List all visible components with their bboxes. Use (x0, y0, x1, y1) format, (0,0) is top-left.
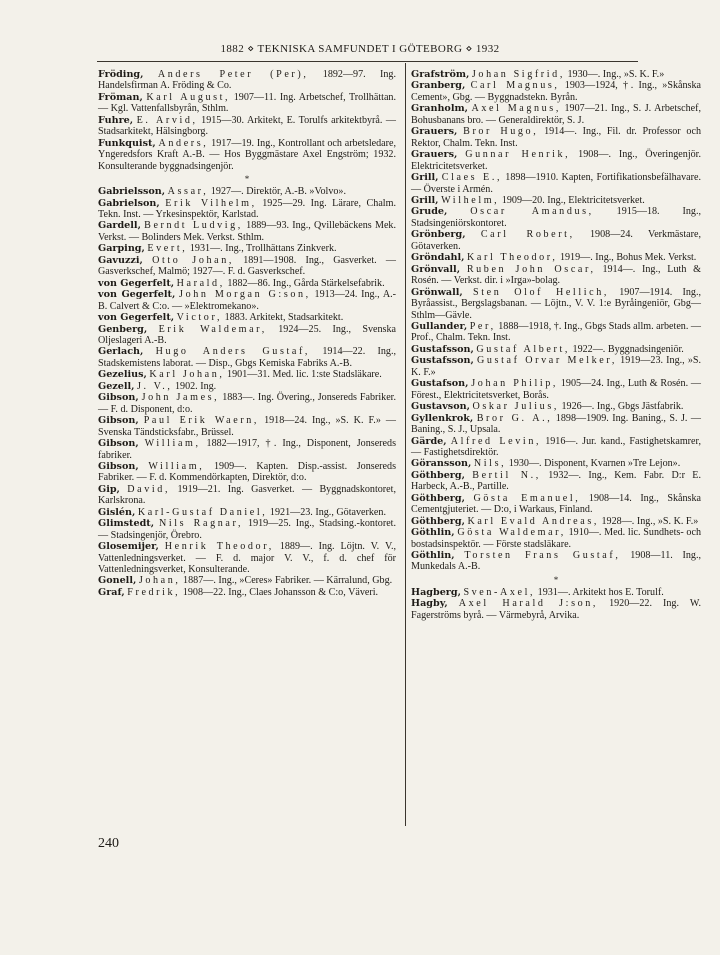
member-given-names: Berndt Ludvig, (144, 220, 243, 232)
member-surname: Genberg, (98, 323, 148, 335)
member-details: 1930—. Disponent, Kvarnen »Tre Lejon». (506, 458, 681, 470)
member-surname: Grafström, (411, 69, 470, 80)
member-given-names: Nils Ragnar, (158, 518, 244, 530)
member-details: 1891—1908. Ing., Gasverket. — Gasverkschef, Malmö; 1927—. F. d. Gasverkschef. (98, 254, 396, 278)
member-entry (98, 507, 396, 518)
member-entry (411, 598, 701, 621)
member-details: 1892—97. Ing. Handelsfirman A. Fröding & Co. (98, 69, 396, 92)
member-surname: Grönwall, (411, 286, 463, 298)
member-surname: Gullander, (411, 320, 468, 332)
member-entry (98, 415, 396, 438)
member-entry (411, 149, 701, 172)
member-surname: Gustafsson, (411, 355, 474, 367)
member-given-names: Harald, (176, 277, 225, 289)
member-given-names: Axel Harald J:son, (458, 598, 599, 610)
member-given-names: Erik Vilhelm, (165, 197, 257, 209)
member-given-names: Hugo Anders Gustaf, (155, 346, 311, 358)
member-entry (98, 115, 396, 138)
member-entry (98, 255, 396, 278)
member-given-names: Victor, (176, 312, 223, 324)
member-surname: Fuhre, (98, 114, 134, 126)
member-given-names: Nils, (473, 458, 507, 470)
member-given-names: Bertil N., (472, 469, 541, 481)
member-surname: Hagby, (411, 598, 448, 610)
member-surname: Gip, (98, 483, 120, 495)
header-rule (97, 61, 638, 62)
member-surname: Fröding, (98, 69, 144, 80)
member-surname: Göthberg, (411, 492, 465, 504)
member-given-names: J. V., (137, 380, 173, 392)
member-surname: Grauers, (411, 126, 458, 138)
member-details: 1914—. Ing., Fil. dr. Professor och Rektor, Chalm. Tekn. Inst. (411, 126, 701, 149)
member-given-names: Axel Magnus, (471, 103, 561, 115)
member-surname: Grauers, (411, 149, 458, 161)
member-given-names: Oscar Amandus, (470, 206, 594, 218)
member-details: 1908—14. Ing., Skånska Cementgjuteriet. — D:o, i Warkaus, Finland. (411, 492, 702, 516)
member-given-names: Sten Olof Hellich, (473, 286, 609, 298)
member-surname: Grönberg, (411, 229, 466, 241)
member-details: 1909—. Kapten. Disp.-assist. Jonsereds Fabriker. — F. d. Kommendörkapten, Direktör, d:o. (98, 460, 396, 484)
member-surname: Gustafson, (411, 378, 469, 390)
left-column (98, 69, 396, 598)
member-surname: Gabrielson, (98, 197, 160, 209)
member-details: 1889—. Ing. Löjtn. V. V., Vattenledningsverket. — F. d. major V. V., f. d. chef för Vattenledningsverket, Konsulterande. (98, 541, 396, 576)
member-entry (411, 516, 701, 527)
member-entry (98, 541, 396, 575)
member-surname: von Gegerfelt, (98, 289, 176, 301)
member-entry (98, 289, 396, 312)
member-surname: Gröndahl, (411, 252, 465, 264)
right-column (411, 69, 701, 621)
member-surname: Granberg, (411, 80, 466, 92)
member-surname: Göthberg, (411, 469, 465, 481)
member-given-names: Carl Robert, (480, 229, 575, 241)
member-entry (411, 103, 701, 126)
member-surname: Gibson, (98, 460, 139, 472)
member-surname: von Gegerfelt, (98, 312, 175, 324)
member-surname: Grönvall, (411, 263, 461, 275)
member-given-names: Henrik Theodor, (164, 541, 274, 553)
member-details: 1919—. Ing., Bohus Mek. Verkst. (557, 252, 697, 264)
member-details: 1883. Arkitekt, Stadsarkitekt. (222, 312, 344, 324)
member-given-names: Karl Theodor, (467, 252, 558, 264)
member-details: 1908—24. Verkmästare, Götaverken. (411, 229, 701, 252)
member-entry (98, 198, 396, 221)
member-given-names: Per, (469, 320, 496, 332)
member-surname: Göthlin, (411, 550, 455, 562)
member-details: 1931—. Ing., Trollhättans Zinkverk. (187, 243, 337, 255)
member-details: 1903—1924, †. Ing., »Skånska Cement», Gbg. — Byggnadstekn. Byrån. (411, 80, 702, 103)
member-entry (98, 243, 396, 254)
member-surname: Gibson, (98, 415, 139, 427)
member-entry (98, 461, 396, 484)
member-details: 1922—. Byggnadsingeniör. (570, 343, 684, 355)
member-details: 1932—. Ing., Kem. Fabr. D:r E. Harbeck, A.-B., Partille. (411, 469, 701, 493)
member-details: 1902. Ing. (172, 380, 217, 392)
member-given-names: Gunnar Henrik, (465, 149, 571, 161)
section-separator: * (244, 174, 250, 185)
member-entry (98, 392, 396, 415)
member-details: 1915—18. Ing., Stadsingeniörskontoret. (411, 206, 701, 229)
member-entry (98, 278, 396, 289)
member-given-names: Wilhelm, (441, 194, 500, 206)
member-given-names: William, (144, 438, 201, 450)
member-entry (98, 369, 396, 380)
member-given-names: Gustaf Orvar Melker, (477, 355, 618, 367)
member-surname: Granholm, (411, 103, 468, 115)
member-given-names: Torsten Frans Gustaf, (464, 550, 621, 562)
member-entry (98, 381, 396, 392)
member-details: 1905—24. Ing., Luth & Rosén. — Förest., Elektricitetsverket, Borås. (411, 378, 701, 401)
member-entry (411, 287, 701, 321)
member-details: 1917—19. Ing., Kontrollant och arbetsledare, Yngeredsfors Kraft A.-B. — Hos Byggmästare Axel Engström; 1932. Konsulterande byggnadsingenjör. (98, 137, 396, 172)
member-details: 1901—31. Med. lic. 1:ste Stadsläkare. (224, 369, 382, 381)
member-given-names: David, (127, 483, 171, 495)
member-given-names: Karl-Gustaf Daniel, (137, 506, 268, 518)
member-given-names: Anders, (158, 137, 209, 149)
member-surname: Gustafsson, (411, 343, 474, 355)
member-details: 1908—22. Ing., Claes Johansson & C:o, Väveri. (180, 586, 379, 598)
member-details: 1930—. Ing., »S. K. F.» (564, 69, 665, 80)
member-details: 1908—. Ing., Överingenjör. Elektricitetsverket. (411, 149, 701, 172)
member-given-names: Karl Johan, (149, 369, 225, 381)
member-surname: Gavuzzi, (98, 254, 143, 266)
member-surname: Gezelius, (98, 369, 147, 381)
member-details: 1915—30. Arkitekt, E. Torulfs arkitektbyrå. — Stadsarkitekt, Hälsingborg. (98, 114, 396, 138)
member-given-names: Bror Hugo, (463, 126, 539, 138)
member-surname: von Gegerfelt, (98, 277, 175, 289)
member-given-names: Claes E., (441, 172, 503, 184)
member-entry (98, 438, 396, 461)
member-surname: Gonell, (98, 575, 137, 587)
member-details: 1919—25. Ing., Stadsing.-kontoret. — Stadsingenjör, Örebro. (98, 518, 396, 541)
member-given-names: Johan Sigfrid, (471, 69, 565, 80)
member-given-names: Johan Philip, (471, 378, 559, 390)
member-entry (98, 587, 396, 598)
member-details: 1907—11. Ing. Arbetschef, Trollhättan. — Kgl. Vattenfallsbyrån, Sthlm. (98, 91, 396, 115)
member-given-names: Fredrik, (127, 586, 181, 598)
member-given-names: Karl Evald Andreas, (467, 515, 599, 527)
member-entry (411, 458, 701, 469)
member-surname: Göthlin, (411, 527, 455, 539)
member-surname: Grude, (411, 206, 448, 218)
member-entry (411, 413, 701, 436)
member-given-names: Bror G. A., (476, 412, 553, 424)
member-details: 1920—22. Ing. W. Fagerströms byrå. — Värmebyrå, Arvika. (411, 598, 701, 621)
member-details: 1931—. Arkitekt hos E. Torulf. (535, 586, 664, 598)
member-entry (411, 436, 701, 459)
member-surname: Grill, (411, 194, 439, 206)
column-divider (405, 63, 406, 826)
member-entry (98, 518, 396, 541)
member-given-names: Sven-Axel, (463, 586, 536, 598)
page-number: 240 (98, 836, 119, 851)
member-given-names: Erik Waldemar, (158, 323, 267, 335)
member-details: 1919—21. Ing. Gasverket. — Byggnadskontoret, Karlskrona. (98, 483, 396, 507)
member-surname: Glimstedt, (98, 518, 155, 530)
member-given-names: Gösta Waldemar, (457, 527, 566, 539)
member-surname: Gustavson, (411, 401, 470, 413)
member-entry (411, 344, 701, 355)
member-details: 1907—1914. Ing., Byråassist., Bergslagsbanan. — Löjtn., V. V. 1:e Byråingeniör, Gbg—Sthlm—Gävle. (411, 286, 702, 321)
member-details: 1921—23. Ing., Götaverken. (267, 506, 386, 518)
member-given-names: John Morgan G:son, (179, 289, 311, 301)
member-entry (411, 252, 701, 263)
member-entry (98, 312, 396, 323)
member-entry (98, 575, 396, 586)
member-entry (411, 195, 701, 206)
member-details: 1888—1918, †. Ing., Gbgs Stads allm. arbeten. — Prof., Chalm. Tekn. Inst. (411, 320, 702, 344)
member-entry (411, 378, 701, 401)
member-entry (98, 186, 396, 197)
member-surname: Gezell, (98, 380, 135, 392)
member-given-names: William, (148, 460, 205, 472)
member-surname: Grill, (411, 172, 439, 184)
member-given-names: Karl August, (146, 91, 231, 103)
member-surname: Glosemijer, (98, 541, 159, 553)
member-given-names: Alfred Levin, (450, 435, 542, 447)
member-details: 1907—21. Ing., S. J. Arbetschef, Bohusbanans bro. — Generaldirektör, S. J. (411, 103, 701, 126)
member-entry (411, 172, 701, 195)
member-entry (411, 264, 701, 287)
member-details: 1898—1909. Ing. Baning., S. J. — Baning., S. J., Upsala. (411, 412, 701, 436)
member-entry (411, 550, 701, 573)
member-details: 1916—. Jur. kand., Fastighetskamrer, — Fastighetsdirektör. (411, 435, 701, 458)
member-entry (411, 527, 701, 550)
member-entry (98, 346, 396, 369)
member-entry (98, 324, 396, 347)
member-surname: Gislén, (98, 506, 136, 518)
member-surname: Göransson, (411, 458, 472, 470)
member-entry (411, 470, 701, 493)
member-entry (411, 401, 701, 412)
member-surname: Hagberg, (411, 586, 461, 598)
member-entry (98, 484, 396, 507)
member-entry (98, 69, 396, 92)
member-entry (411, 587, 701, 598)
member-surname: Göthberg, (411, 515, 465, 527)
member-given-names: Assar, (167, 186, 209, 198)
member-entry (411, 493, 701, 516)
member-entry (98, 92, 396, 115)
member-surname: Gerlach, (98, 346, 144, 358)
member-given-names: Anders Peter (Per), (157, 69, 309, 80)
page-header: 1882 ⋄ TEKNISKA SAMFUNDET I GÖTEBORG ⋄ 1932 (220, 43, 500, 55)
member-given-names: Gustaf Albert, (476, 343, 570, 355)
member-entry (411, 355, 701, 378)
member-details: 1882—1917, †. Ing., Disponent, Jonsereds fabriker. (98, 438, 396, 461)
member-details: 1928—. Ing., »S. K. F.» (598, 515, 699, 527)
member-details: 1898—1910. Kapten, Fortifikationsbefälhavare. — Överste i Armén. (411, 172, 701, 195)
member-given-names: Carl Magnus, (470, 80, 560, 92)
member-given-names: Otto Johan, (152, 254, 234, 266)
member-details: 1883—. Ing. Övering., Jonsereds Fabriker. — F. d. Disponent, d:o. (98, 392, 397, 415)
member-details: 1882—86. Ing., Gårda Stärkelsefabrik. (224, 277, 385, 289)
member-entry (411, 321, 701, 344)
member-surname: Gärde, (411, 435, 447, 447)
member-given-names: Johan, (138, 575, 181, 587)
member-surname: Gardell, (98, 220, 141, 232)
member-given-names: Oskar Julius, (472, 401, 559, 413)
member-details: 1924—25. Ing., Svenska Oljeslageri A.-B. (98, 323, 397, 346)
member-given-names: Evert, (147, 243, 188, 255)
member-entry (411, 206, 701, 229)
member-details: 1925—29. Ing. Lärare, Chalm. Tekn. Inst. — Yrkesinspektör, Karlstad. (98, 197, 396, 220)
member-details: 1926—. Ing., Gbgs Jästfabrik. (558, 401, 684, 413)
member-details: 1914—. Ing., Luth & Rosén. — Verkst. dir. i »Irga»-bolag. (411, 263, 701, 287)
member-surname: Fröman, (98, 91, 143, 103)
member-details: 1918—24. Ing., »S. K. F.» — Svenska Tändsticksfabr., Brüssel. (98, 415, 396, 438)
member-surname: Gabrielsson, (98, 186, 166, 198)
member-given-names: Paul Erik Waern, (143, 415, 260, 427)
member-entry (411, 69, 701, 80)
member-surname: Gibson, (98, 438, 139, 450)
member-given-names: Ruben John Oscar, (466, 263, 596, 275)
member-surname: Garping, (98, 243, 145, 255)
member-entry (98, 138, 396, 172)
member-details: 1910—. Med. lic. Sundhets- och bostadsinspektör. — Förste stadsläkare. (411, 527, 702, 550)
member-details: 1927—. Direktör, A.-B. »Volvo». (208, 186, 346, 198)
member-given-names: Gösta Emanuel, (473, 492, 581, 504)
member-surname: Gibson, (98, 392, 139, 404)
member-surname: Gyllenkrok, (411, 412, 474, 424)
member-given-names: John James, (141, 392, 220, 404)
member-entry (411, 80, 701, 103)
member-details: 1913—24. Ing., A.-B. Calvert & C:o. — »Elektromekano». (98, 289, 396, 312)
section-separator: * (553, 574, 559, 585)
member-details: 1887—. Ing., »Ceres» Fabriker. — Kärralund, Gbg. (180, 575, 393, 587)
member-entry (411, 126, 701, 149)
member-entry (98, 220, 396, 243)
member-details: 1908—11. Ing., Munkedals A.-B. (411, 550, 702, 573)
member-details: 1914—22. Ing., Stadskemistens laborat. — Disp., Gbgs Kemiska Fabriks A.-B. (98, 346, 397, 369)
member-details: 1909—20. Ing., Elektricitetsverket. (499, 194, 645, 206)
member-given-names: E. Arvid, (136, 114, 198, 126)
member-entry (411, 229, 701, 252)
member-surname: Funkquist, (98, 137, 156, 149)
member-details: 1919—23. Ing., »S. K. F.» (411, 355, 702, 378)
member-surname: Graf, (98, 586, 125, 598)
member-details: 1889—93. Ing., Qvillebäckens Mek. Verkst. — Bolinders Mek. Verkst. Sthlm. (98, 220, 396, 243)
